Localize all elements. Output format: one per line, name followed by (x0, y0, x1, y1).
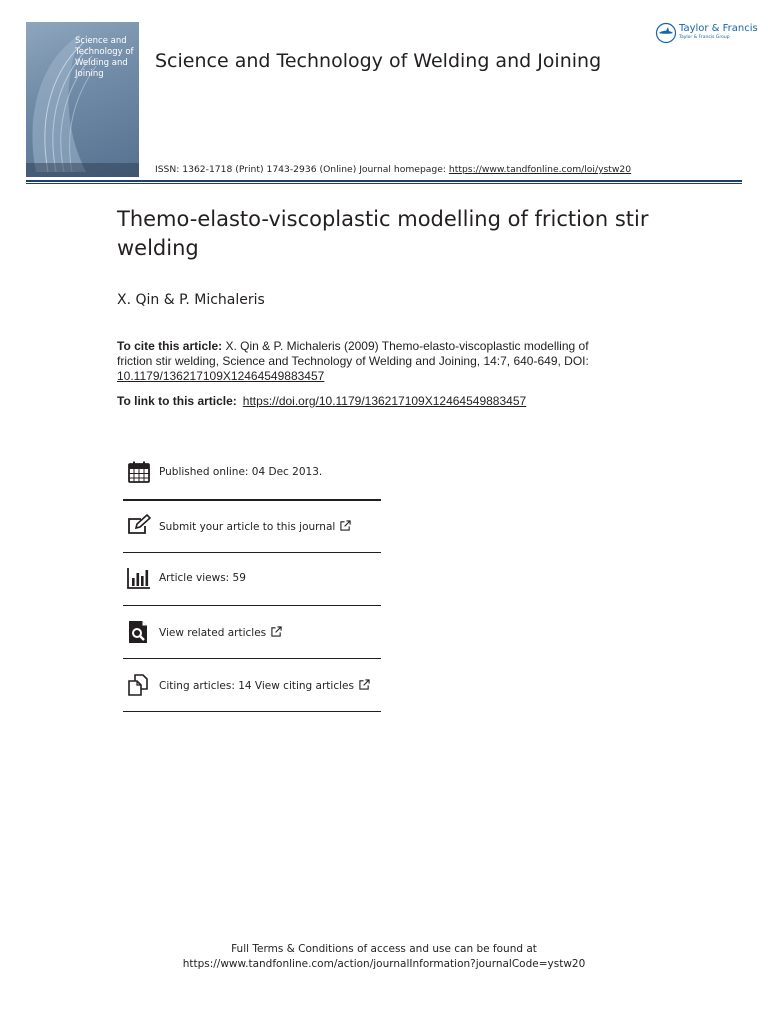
journal-cover-image (26, 22, 139, 177)
external-link-icon (359, 679, 370, 690)
calendar-icon (127, 460, 151, 484)
journal-homepage-link[interactable]: https://www.tandfonline.com/loi/ystw20 (448, 164, 632, 175)
search-document-icon (127, 620, 151, 644)
published-online-item (123, 446, 381, 499)
article-views-text: Article views: 59 (159, 572, 246, 584)
submit-article-link[interactable] (159, 520, 351, 533)
cite-doi-link[interactable]: 10.1179/136217109X12464549883457 (117, 369, 325, 383)
article-views-item (123, 552, 381, 605)
citing-articles-label: Citing articles: 14 View citing articles (159, 680, 354, 692)
doi-link[interactable]: https://doi.org/10.1179/136217109X12464549883457 (242, 394, 527, 408)
taylor-francis-logo-icon (655, 21, 677, 43)
journal-title: Science and Technology of Welding and Joining (155, 50, 602, 72)
info-divider (123, 711, 381, 712)
submit-article-label: Submit your article to this journal (159, 521, 336, 533)
submit-article-item[interactable] (123, 500, 381, 553)
citing-articles-item[interactable] (123, 659, 381, 712)
issn-text: ISSN: 1362-1718 (Print) 1743-2936 (Online) Journal homepage: (155, 164, 449, 175)
external-link-icon (340, 520, 351, 531)
cover-footer-band (26, 163, 139, 177)
external-link-icon (271, 626, 282, 637)
header-divider (26, 180, 742, 182)
link-block (117, 394, 526, 408)
published-online-text: Published online: 04 Dec 2013. (159, 466, 323, 478)
edit-icon (127, 514, 151, 538)
citation-icon (127, 673, 151, 697)
issn-line (155, 164, 631, 175)
article-authors: X. Qin & P. Michaleris (117, 292, 265, 308)
terms-footer (0, 942, 768, 972)
related-articles-label: View related articles (159, 627, 267, 639)
publisher-name: Taylor & Francis (679, 23, 758, 34)
related-articles-item[interactable] (123, 606, 381, 659)
article-title: Themo-elasto-viscoplastic modelling of friction stir welding (117, 207, 649, 260)
citing-articles-link[interactable] (159, 679, 370, 692)
terms-url[interactable]: https://www.tandfonline.com/action/journalInformation?journalCode=ystw20 (182, 958, 586, 970)
cover-title-text: Science and Technology of Welding and Joining (75, 36, 134, 79)
publisher-group: Taylor & Francis Group (679, 35, 730, 40)
header-divider-thin (26, 183, 742, 184)
cite-label: To cite this article: (117, 339, 223, 353)
citation-block (117, 339, 617, 384)
terms-line: Full Terms & Conditions of access and use can be found at (231, 943, 537, 955)
bar-chart-icon (127, 566, 151, 590)
cite-text: X. Qin & P. Michaleris (2009) Themo-elasto-viscoplastic modelling of friction stir welding, Science and Technology of Welding and Joining, 14:7, 640-649, DOI: (117, 339, 589, 368)
related-articles-link[interactable] (159, 626, 282, 639)
link-label: To link to this article: (117, 394, 237, 408)
